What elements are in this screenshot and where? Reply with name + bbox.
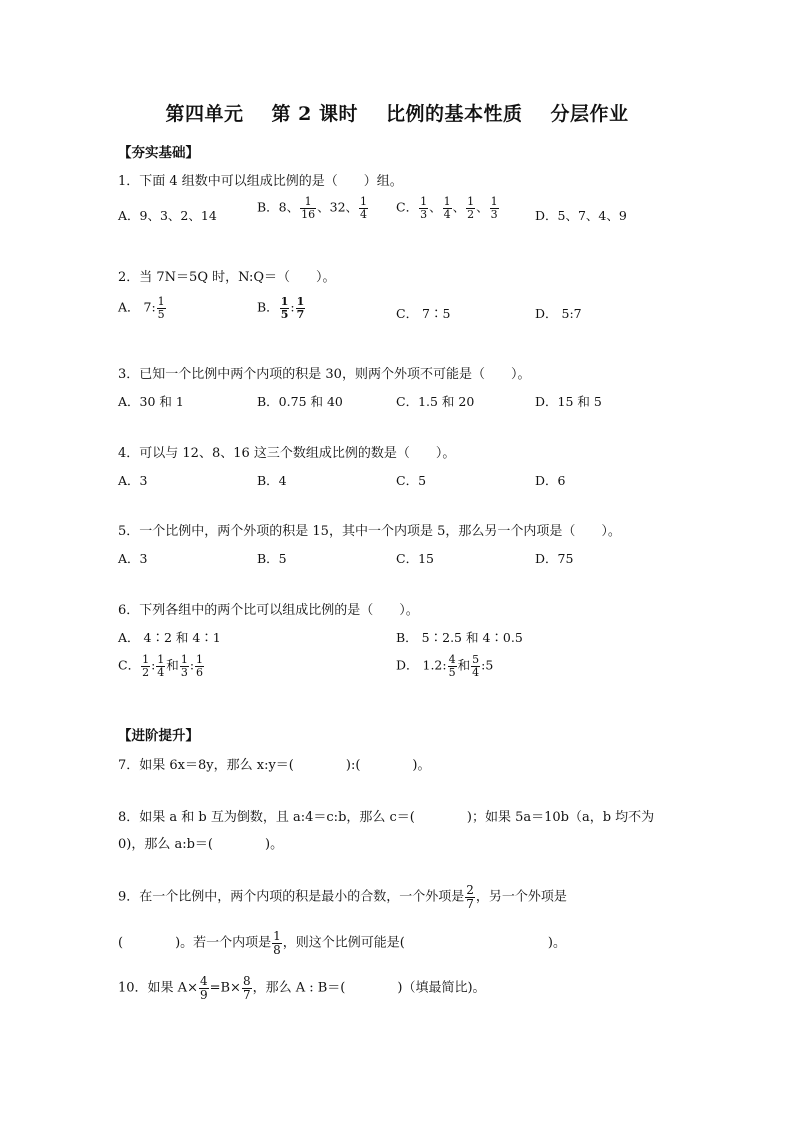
fraction (419, 196, 428, 220)
question-2: 2．当 7N＝5Q 时，N:Q＝（ ）。 (118, 270, 336, 285)
q3-option-c: C．1.5 和 20 (396, 394, 475, 409)
denominator: 4 (157, 665, 165, 679)
question-5: 5．一个比例中，两个外项的积是 15，其中一个内项是 5，那么另一个内项是（ ）。 (118, 524, 621, 539)
colon: : (151, 657, 156, 673)
section-basic-heading: 【夯实基础】 (118, 145, 199, 161)
numerator: 1 (300, 196, 316, 209)
q2-option-a (118, 296, 167, 320)
question-8-line-2: 0)，那么 a:b＝( )。 (118, 837, 284, 852)
q9-line1-suffix: ，另一个外项是 (475, 889, 567, 905)
q6-option-a: A． 4∶2 和 4∶1 (118, 630, 221, 645)
numerator: 1 (142, 653, 150, 666)
q1-b-mid: 、32、 (317, 199, 359, 215)
denominator: 5 (280, 307, 289, 321)
question-8-line-1: 8．如果 a 和 b 互为倒数，且 a:4＝c:b，那么 c＝( )；如果 5a＝10b（a，b 均不为 (118, 810, 655, 825)
fraction (300, 196, 316, 220)
fraction (359, 196, 368, 220)
q2-a-prefix: A． 7: (118, 299, 156, 315)
colon: : (290, 299, 295, 315)
q9-line2-prefix: ( )。若一个内项是 (118, 935, 272, 951)
question-1: 1．下面 4 组数中可以组成比例的是（ ）组。 (118, 174, 403, 189)
fraction (141, 654, 150, 678)
q3-option-d: D．15 和 5 (535, 394, 602, 409)
separator: 、 (476, 199, 489, 215)
q5-option-a: A．3 (118, 551, 148, 566)
denominator: 5 (448, 665, 456, 679)
denominator: 7 (296, 307, 305, 321)
question-6: 6．下列各组中的两个比可以组成比例的是（ ）。 (118, 603, 419, 618)
section-advanced-heading: 【进阶提升】 (118, 728, 199, 744)
denominator: 2 (467, 207, 475, 221)
q9-line1-prefix: 9．在一个比例中，两个内项的积是最小的合数，一个外项是 (118, 889, 465, 905)
q1-option-a: A．9、3、2、14 (118, 208, 217, 223)
numerator: 1 (296, 295, 305, 308)
denominator: 9 (199, 987, 208, 1002)
fraction (242, 975, 252, 1001)
title-lesson: 第 2 课时 (271, 103, 358, 125)
fraction (471, 654, 480, 678)
denominator: 7 (466, 896, 474, 911)
numerator: 1 (443, 195, 451, 208)
question-9-line-2 (118, 930, 566, 956)
denominator: 8 (273, 942, 281, 957)
colon: : (189, 657, 195, 673)
denominator: 4 (360, 207, 368, 221)
fraction (296, 296, 306, 320)
q2-b-prefix: B． (257, 299, 279, 315)
numerator: 5 (472, 653, 480, 666)
title-type: 分层作业 (550, 103, 629, 125)
question-7: 7．如果 6x＝8y，那么 x:y＝( ):( )。 (118, 758, 431, 773)
q1-b-prefix: B．8、 (257, 199, 300, 215)
separator: 、 (452, 199, 466, 215)
q1-option-d: D．5、7、4、9 (535, 208, 627, 223)
fraction (156, 654, 165, 678)
fraction (157, 296, 166, 320)
and-word: 和 (166, 657, 179, 673)
denominator: 2 (142, 665, 150, 679)
fraction (490, 196, 499, 220)
separator: 、 (429, 199, 442, 215)
q9-line2-suffix: ，则这个比例可能是( )。 (282, 935, 566, 951)
q2-option-c: C． 7∶5 (396, 306, 451, 321)
numerator: 1 (420, 195, 428, 208)
q4-option-b: B．4 (257, 473, 287, 488)
q10-mid: =B× (209, 980, 241, 996)
denominator: 5 (157, 307, 165, 321)
q6-d-prefix: D． 1.2: (396, 657, 447, 673)
denominator: 4 (472, 665, 480, 679)
denominator: 3 (490, 207, 498, 221)
q1-option-b (257, 196, 369, 220)
fraction (280, 296, 290, 320)
numerator: 8 (242, 974, 251, 988)
numerator: 1 (273, 929, 281, 943)
q3-option-a: A．30 和 1 (118, 394, 184, 409)
q2-option-b (257, 296, 306, 320)
question-10 (118, 975, 486, 1001)
question-4: 4．可以与 12、8、16 这三个数组成比例的数是（ ）。 (118, 446, 456, 461)
numerator: 1 (360, 195, 368, 208)
denominator: 16 (301, 207, 316, 221)
q10-prefix: 10．如果 A× (118, 980, 198, 996)
title-unit: 第四单元 (165, 103, 244, 125)
q10-suffix: ，那么 A : B＝( )（填最简比)。 (252, 980, 486, 996)
page-title (0, 99, 794, 126)
denominator: 3 (180, 665, 188, 679)
q1-c-prefix: C． (396, 199, 419, 215)
denominator: 7 (242, 987, 251, 1002)
q3-option-b: B．0.75 和 40 (257, 394, 343, 409)
title-topic: 比例的基本性质 (385, 103, 523, 125)
numerator: 2 (466, 883, 474, 897)
numerator: 1 (280, 295, 289, 308)
q6-d-suffix: :5 (481, 657, 494, 673)
numerator: 1 (157, 653, 165, 666)
question-9-line-1 (118, 884, 567, 910)
q4-option-a: A．3 (118, 473, 148, 488)
denominator: 6 (196, 665, 204, 679)
q6-option-b: B． 5∶2.5 和 4∶0.5 (396, 630, 523, 645)
numerator: 1 (157, 295, 165, 308)
q1-option-c (396, 196, 500, 220)
numerator: 4 (448, 653, 456, 666)
denominator: 4 (443, 207, 451, 221)
numerator: 1 (180, 653, 188, 666)
fraction (195, 654, 204, 678)
q5-option-c: C．15 (396, 551, 434, 566)
numerator: 1 (196, 653, 204, 666)
fraction (199, 975, 209, 1001)
fraction (443, 196, 452, 220)
q5-option-d: D．75 (535, 551, 574, 566)
fraction (466, 196, 475, 220)
q4-option-d: D．6 (535, 473, 566, 488)
numerator: 1 (467, 195, 475, 208)
q5-option-b: B．5 (257, 551, 287, 566)
fraction (448, 654, 457, 678)
numerator: 4 (199, 974, 208, 988)
denominator: 3 (420, 207, 428, 221)
and-word: 和 (457, 657, 471, 673)
question-3: 3．已知一个比例中两个内项的积是 30，则两个外项不可能是（ ）。 (118, 367, 531, 382)
q6-option-c (118, 654, 205, 678)
fraction (272, 930, 282, 956)
q6-option-d (396, 654, 493, 678)
numerator: 1 (490, 195, 498, 208)
fraction (465, 884, 475, 910)
fraction (180, 654, 189, 678)
q2-option-d: D． 5:7 (535, 306, 582, 321)
q4-option-c: C．5 (396, 473, 427, 488)
q6-c-prefix: C． (118, 657, 141, 673)
